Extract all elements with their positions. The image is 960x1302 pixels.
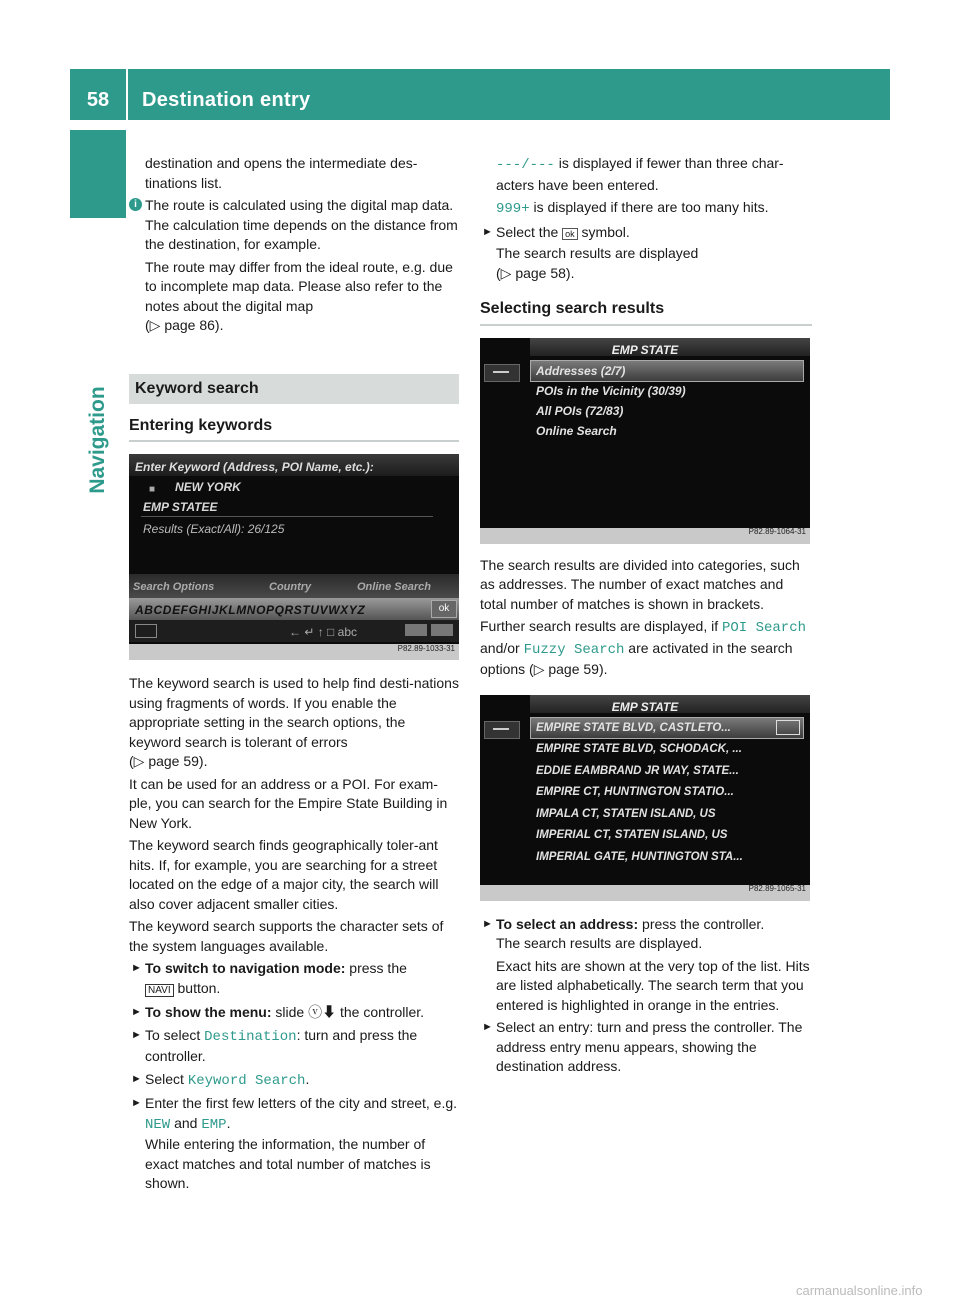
paragraph: Further search results are displayed, if POI Search and/or Fuzzy Search are activated in the search options (▷ page 59). [480, 618, 807, 677]
step-item: ► To select Destination: turn and press the controller. [131, 1026, 418, 1064]
ok-symbol-icon: ok [562, 228, 578, 240]
list-item[interactable]: EMPIRE STATE BLVD, SCHODACK, ... [536, 743, 742, 755]
clear-icon[interactable] [431, 624, 453, 636]
side-tab-marker [70, 130, 126, 218]
step-item: ► Enter the first few letters of the city and street, e.g. NEW and EMP. While entering the information, the number of exact matches and total number of matches is shown. [131, 1095, 458, 1191]
info-note [129, 196, 459, 336]
list-item[interactable]: IMPERIAL CT, STATEN ISLAND, US [536, 829, 728, 841]
subheading: Selecting search results [480, 299, 812, 326]
arrow-icon: ► [482, 917, 493, 930]
step-item: ► To show the menu: slide ⓥ⬇ the controller. [129, 1003, 459, 1023]
page-number: 58 [86, 89, 110, 111]
back-button[interactable] [484, 364, 520, 382]
delete-icon[interactable] [405, 624, 427, 636]
list-item[interactable]: EDDIE EAMBRAND JR WAY, STATE... [536, 764, 739, 777]
arrow-icon: ► [131, 1028, 142, 1041]
screen-city: NEW YORK [175, 480, 241, 494]
back-icon[interactable] [135, 624, 157, 638]
list-item[interactable]: IMPERIAL GATE, HUNTINGTON STA... [536, 850, 743, 863]
paragraph: It can be used for an address or a POI. For exam-ple, you can search for the Empire State Building in New York. [129, 775, 448, 831]
list-item[interactable]: Online Search [536, 423, 617, 438]
screen-input: EMP STATEE [143, 500, 218, 514]
list-item[interactable]: POIs in the Vicinity (30/39) [536, 383, 686, 398]
list-item[interactable]: Addresses (2/7) [536, 363, 626, 378]
paragraph: The keyword search supports the character sets of the system languages available. [129, 918, 444, 954]
section-heading: Keyword search [129, 374, 459, 404]
arrow-icon: ► [131, 1006, 142, 1018]
page-header [70, 69, 890, 120]
paragraph: The search results are divided into categories, such as addresses. The number of exact matches and total number of matches is shown in brackets. [480, 556, 800, 612]
page-ref-link[interactable]: (▷ page 59). [129, 753, 208, 769]
paragraph: ---/--- is displayed if fewer than three char-acters have been entered. [496, 155, 784, 193]
paragraph: The keyword search is used to help find desti-nations using fragments of words. If you enable the appropriate setting in the search options, the keyword search is tolerant of errors (▷ page 59). [129, 675, 459, 769]
screen-search-categories [480, 338, 810, 544]
step-item: ► Select an entry: turn and press the controller. The address entry menu appears, showing the destination address. [482, 1019, 803, 1074]
arrow-icon: ► [131, 1097, 142, 1109]
tab-country[interactable]: Country [269, 581, 312, 593]
flag-icon: ■ [149, 484, 156, 495]
list-item[interactable]: All POIs (72/83) [536, 403, 624, 418]
footer-credit: carmanualsonline.info [796, 1283, 923, 1298]
list-item[interactable]: EMPIRE STATE BLVD, CASTLETO... [536, 721, 731, 734]
subheading: Entering keywords [129, 416, 459, 443]
figure-reference: P82.89-1033-31 [397, 643, 455, 653]
list-item[interactable]: EMPIRE CT, HUNTINGTON STATIO... [536, 786, 734, 798]
arrow-icon: ► [482, 225, 493, 238]
ok-key[interactable]: ok [431, 600, 457, 618]
header-divider [126, 69, 128, 120]
step-item: ► Select the ok symbol. The search results are displayed (▷ page 58). [482, 223, 699, 281]
paragraph: 999+ is displayed if there are too many hits. [496, 199, 769, 217]
arrow-icon: ► [131, 1072, 142, 1085]
arrow-icon: ► [131, 962, 142, 974]
page-ref-link[interactable]: (▷ page 86). [145, 317, 224, 333]
screen-title: EMP STATE [611, 342, 679, 357]
info-icon: i [129, 198, 142, 211]
navi-button-icon: NAVI [145, 984, 174, 997]
right-column [480, 154, 812, 1080]
tab-search-options[interactable]: Search Options [133, 581, 215, 593]
list-item[interactable]: IMPALA CT, STATEN ISLAND, US [536, 807, 716, 820]
back-button[interactable] [484, 721, 520, 739]
figure-reference: P82.89-1065-31 [748, 884, 806, 893]
info-text: The route may differ from the ideal route, e.g. due to incomplete map data. Please also refer to the notes about the digital map (▷ page 86). [145, 258, 453, 333]
enter-icon[interactable] [776, 720, 800, 735]
paragraph: The keyword search finds geographically toler-ant hits. If, for example, you are searching for a street located on the edge of a major city, the search will also cover adjacent smaller cities. [129, 837, 439, 912]
side-tab-label: Navigation [86, 386, 109, 494]
step-item: ► Select Keyword Search. [131, 1070, 310, 1089]
tab-online-search[interactable]: Online Search [357, 581, 431, 593]
info-text: The route is calculated using the digital map data. The calculation time depends on the distance from the destination, for example. [145, 197, 458, 252]
page-ref-link[interactable]: (▷ page 58). [496, 264, 575, 281]
step-item: ► To select an address: press the controller. The search results are displayed. Exact hits are shown at the very top of the list. Hits are listed alphabetically. The search term that you entered is highlighted in orange in the entries. [482, 915, 810, 1013]
screen-title: EMP STATE [611, 699, 679, 714]
screen-keyword-entry [129, 454, 459, 660]
figure-reference: P82.89-1064-31 [748, 527, 806, 536]
page-title: Destination entry [142, 89, 311, 111]
screen-address-results [480, 695, 810, 901]
screen-prompt: Enter Keyword (Address, POI Name, etc.): [135, 460, 374, 474]
keyboard-symbols-icon[interactable]: ← ↵ ↑ □ abc [289, 625, 357, 639]
left-column [129, 154, 459, 1197]
screen-results: Results (Exact/All): 26/125 [143, 522, 285, 536]
paragraph: destination and opens the intermediate des-tinations list. [145, 155, 418, 191]
arrow-icon: ► [482, 1021, 493, 1033]
step-item: ► To switch to navigation mode: press the NAVI button. [131, 960, 407, 996]
letter-keyboard[interactable]: ABCDEFGHIJKLMNOPQRSTUVWXYZ [135, 603, 366, 617]
